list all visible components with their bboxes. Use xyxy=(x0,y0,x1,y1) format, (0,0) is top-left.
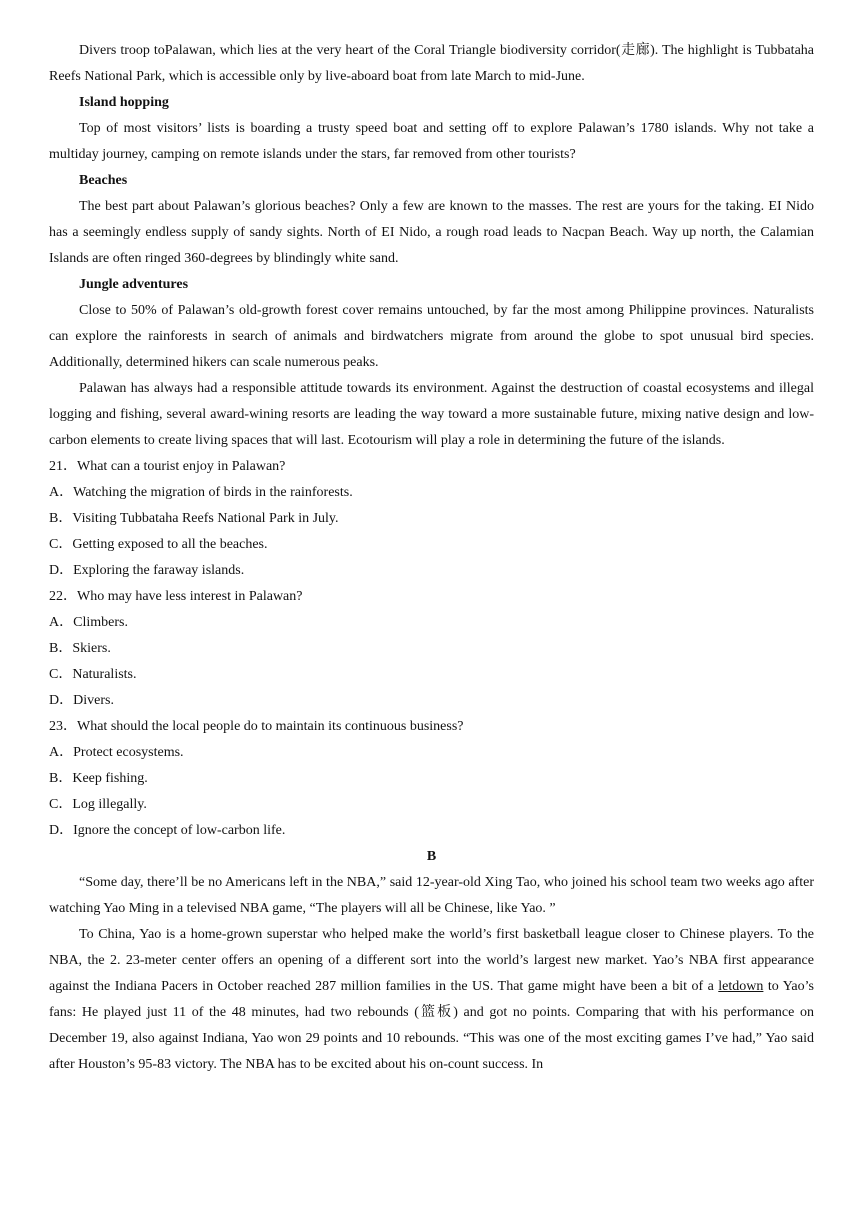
heading-jungle-adventures: Jungle adventures xyxy=(79,277,189,292)
option-letter: B． xyxy=(49,641,73,656)
option-23-b xyxy=(49,766,814,792)
passage-b-paragraph-2 xyxy=(49,922,814,1078)
question-number: 21． xyxy=(49,459,77,474)
paragraph-closing: Palawan has always had a responsible attitude towards its environment. Against the destruction of coastal ecosystems and illegal logging and fishing, several award-wining resorts are leading the way toward a more sustainable future, mixing native design and low-carbon elements to create living spaces that will last. Ecotourism will play a role in determining the future of the islands. xyxy=(49,381,814,448)
option-letter: B． xyxy=(49,511,73,526)
option-text: Climbers. xyxy=(73,615,128,630)
option-21-d xyxy=(49,558,814,584)
underlined-word-letdown: letdown xyxy=(718,979,764,994)
question-text: What can a tourist enjoy in Palawan? xyxy=(77,459,286,474)
question-21 xyxy=(49,454,814,480)
paragraph-jungle-adventures: Close to 50% of Palawan’s old-growth forest cover remains untouched, by far the most among Philippine provinces. Naturalists can explore the rainforests in search of animals and birdwatchers migrate from around the globe to spot unusual bird species. Additionally, determined hikers can scale numerous peaks. xyxy=(49,303,814,370)
option-letter: D． xyxy=(49,823,74,838)
paragraph-beaches: The best part about Palawan’s glorious beaches? Only a few are known to the masses. The rest are yours for the taking. EI Nido has a seemingly endless supply of sandy sights. North of EI Nido, a rough road leads to Nacpan Beach. Way up north, the Calamian Islands are often ringed 360-degrees by blindingly white sand. xyxy=(49,199,814,266)
option-21-a xyxy=(49,480,814,506)
option-text: Exploring the faraway islands. xyxy=(73,563,245,578)
question-23 xyxy=(49,714,814,740)
option-22-b xyxy=(49,636,814,662)
heading-beaches: Beaches xyxy=(79,173,128,188)
option-23-a xyxy=(49,740,814,766)
option-letter: D． xyxy=(49,563,74,578)
option-21-b xyxy=(49,506,814,532)
option-text: Getting exposed to all the beaches. xyxy=(72,537,268,552)
paragraph-island-hopping: Top of most visitors’ lists is boarding a trusty speed boat and setting off to explore Palawan’s 1780 islands. Why not take a multiday journey, camping on remote islands under the stars, far removed from other tourists? xyxy=(49,121,814,162)
option-text: Visiting Tubbataha Reefs National Park in July. xyxy=(72,511,339,526)
paragraph-text-before: To China, Yao is a home-grown superstar who helped make the world’s first basketball league closer to Chinese players. To the NBA, the 2. 23-meter center offers an opening of a different sort into the world’s largest new market. Yao’s NBA first appearance against the Indiana Pacers in October reached 287 million families in the US. That game might have been a bit of a xyxy=(49,927,814,994)
document-page xyxy=(49,38,814,1078)
option-23-c xyxy=(49,792,814,818)
option-text: Protect ecosystems. xyxy=(73,745,184,760)
question-text: What should the local people do to maintain its continuous business? xyxy=(77,719,464,734)
option-text: Ignore the concept of low-carbon life. xyxy=(73,823,286,838)
option-22-d xyxy=(49,688,814,714)
question-22 xyxy=(49,584,814,610)
option-letter: C． xyxy=(49,797,73,812)
option-text: Watching the migration of birds in the rainforests. xyxy=(73,485,353,500)
option-21-c xyxy=(49,532,814,558)
option-text: Keep fishing. xyxy=(72,771,148,786)
option-text: Divers. xyxy=(73,693,114,708)
option-23-d xyxy=(49,818,814,844)
question-number: 23． xyxy=(49,719,77,734)
option-letter: A． xyxy=(49,615,74,630)
question-number: 22． xyxy=(49,589,77,604)
option-letter: A． xyxy=(49,485,74,500)
option-22-a xyxy=(49,610,814,636)
paragraph-text-after: to Yao’s fans: He played just 11 of the 48 minutes, had two rebounds (篮板) and got no points. Comparing that with his performance on December 19, also against Indiana, Yao won 29 points and 10 rebounds. “This was one of the most exciting games I’ve had,” Yao said after Houston’s 95-83 victory. The NBA has to be excited about his on-count success. In xyxy=(49,979,814,1072)
passage-a-intro: Divers troop toPalawan, which lies at the very heart of the Coral Triangle biodiversity corridor(走廊). The highlight is Tubbataha Reefs National Park, which is accessible only by live-aboard boat from late March to mid-June. xyxy=(49,43,814,84)
option-text: Skiers. xyxy=(72,641,111,656)
option-letter: D． xyxy=(49,693,74,708)
option-letter: C． xyxy=(49,667,73,682)
option-text: Log illegally. xyxy=(72,797,147,812)
passage-b-label: B xyxy=(426,849,437,864)
option-letter: C． xyxy=(49,537,73,552)
question-text: Who may have less interest in Palawan? xyxy=(77,589,303,604)
option-text: Naturalists. xyxy=(72,667,137,682)
option-letter: B． xyxy=(49,771,73,786)
option-letter: A． xyxy=(49,745,74,760)
passage-b-paragraph-1: “Some day, there’ll be no Americans left in the NBA,” said 12-year-old Xing Tao, who joined his school team two weeks ago after watching Yao Ming in a televised NBA game, “The players will all be Chinese, like Yao. ” xyxy=(49,875,814,916)
option-22-c xyxy=(49,662,814,688)
heading-island-hopping: Island hopping xyxy=(79,95,169,110)
